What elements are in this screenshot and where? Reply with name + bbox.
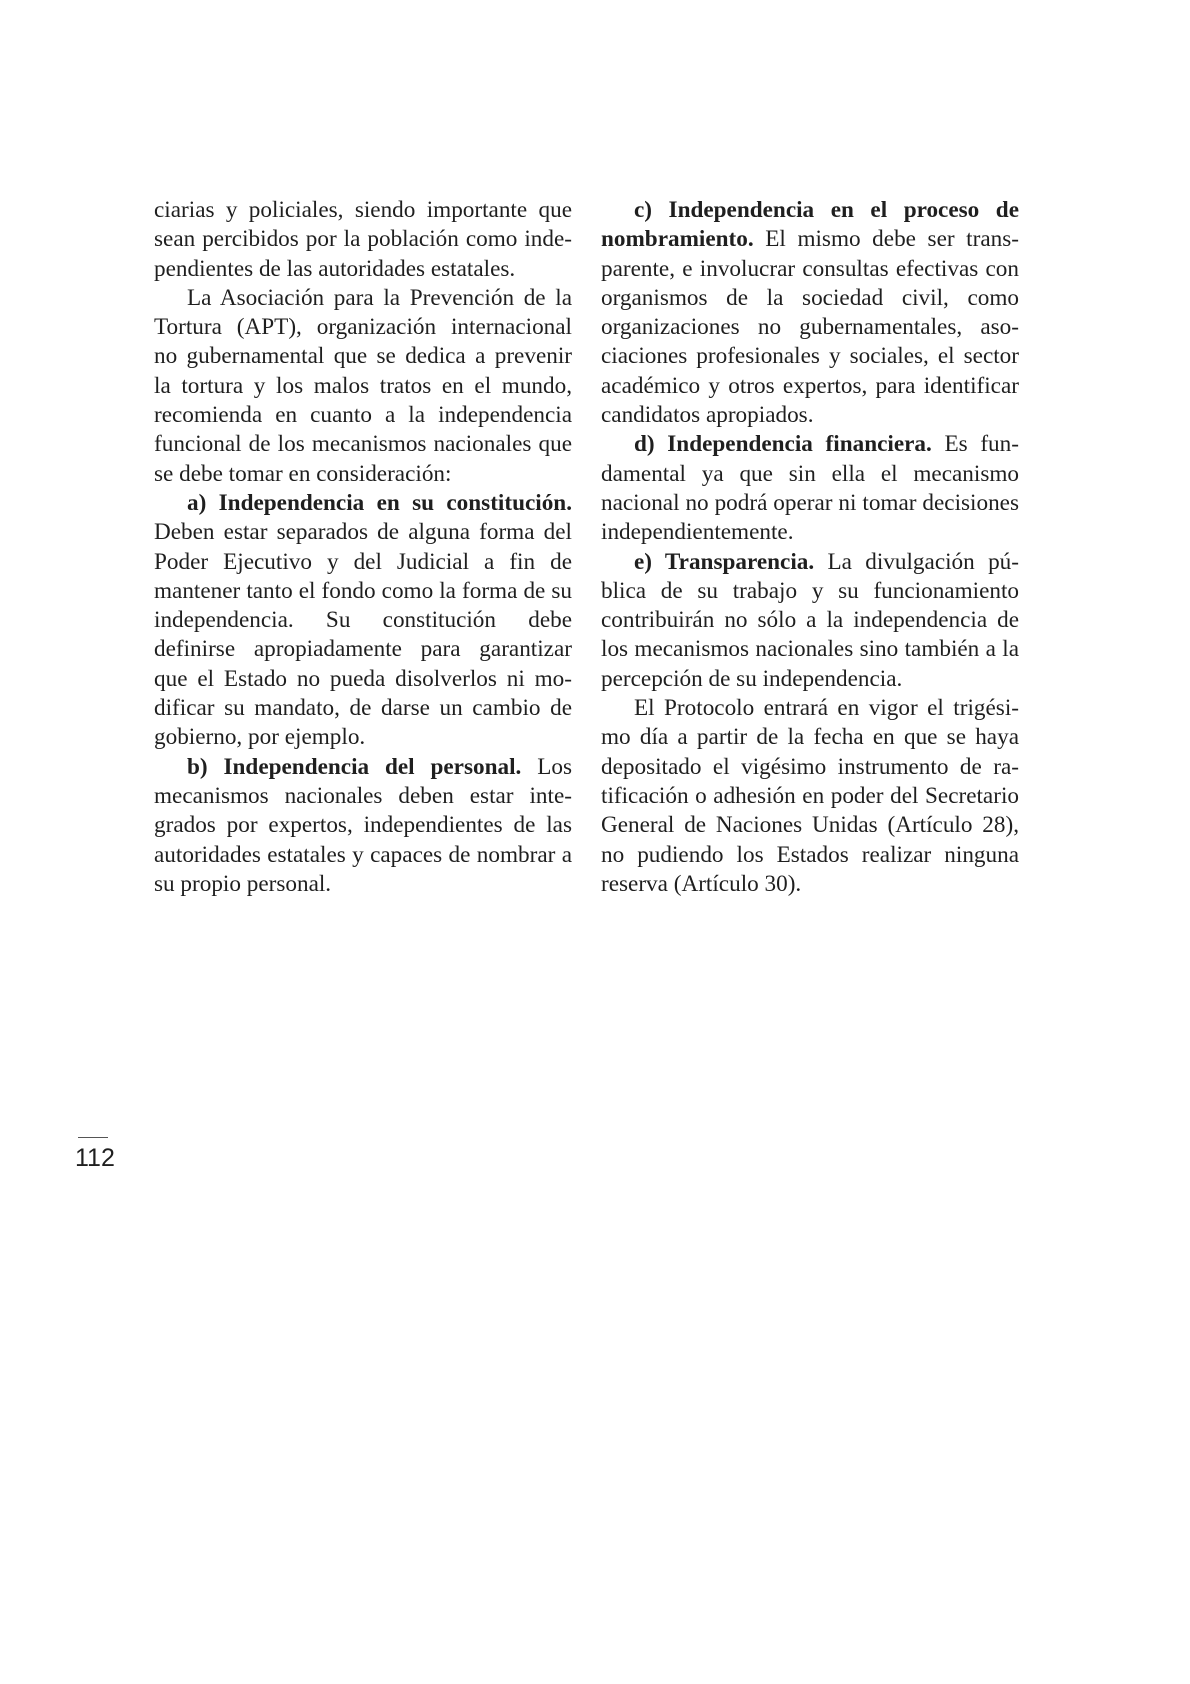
- body-transparency: La divulgación pública de su trabajo y su funcionamiento contribuirán no sólo a la independencia de los mecanismos nacionales sino también a la percepción de su independencia.: [601, 548, 1019, 692]
- right-text-column: [601, 196, 1019, 899]
- heading-independence-staff: b) Independencia del personal.: [187, 753, 522, 780]
- paragraph-transparency: [601, 548, 1019, 694]
- paragraph-independence-financial: [601, 430, 1019, 547]
- page-number: 112: [75, 1144, 115, 1172]
- body-independence-staff: Los mecanismos nacionales deben estar integrados por expertos, independientes de las autoridades estatales y capaces de nombrar a su propio personal.: [154, 753, 572, 897]
- paragraph-apt-recommendation: La Asociación para la Prevención de la Tortura (APT), organización internacional no gubernamental que se dedica a prevenir la tortura y los malos tratos en el mundo, recomienda en cuanto a la independencia funcional de los mecanismos nacionales que se debe tomar en consideración:: [154, 284, 572, 487]
- paragraph-continuation: ciarias y policiales, siendo importante que sean percibidos por la población como independientes de las autoridades estatales.: [154, 197, 572, 282]
- heading-independence-appointment: c) Independencia en el proceso de nombramiento.: [601, 197, 1019, 253]
- heading-independence-financial: d) Independencia financiera.: [634, 431, 932, 458]
- heading-transparency: e) Transparencia.: [634, 548, 815, 575]
- heading-independence-constitution: a) Independencia en su constitución.: [187, 489, 572, 516]
- left-text-column: [154, 196, 572, 899]
- body-independence-constitution: Deben estar separados de alguna forma del Poder Ejecutivo y del Judicial a fin de mantener tanto el fondo como la forma de su independencia. Su constitución debe definirse apropiadamente para garantizar que el Estado no pueda disolverlos ni modificar su mandato, de darse un cambio de gobierno, por ejemplo.: [154, 519, 572, 751]
- body-independence-financial: Es fundamental ya que sin ella el mecanismo nacional no podrá operar ni tomar decisiones independientemente.: [601, 431, 1019, 546]
- paragraph-independence-appointment: [601, 196, 1019, 430]
- paragraph-protocol-entry-into-force: El Protocolo entrará en vigor el trigésimo día a partir de la fecha en que se haya depositado el vigésimo instrumento de ratificación o adhesión en poder del Secretario General de Naciones Unidas (Artículo 28), no pudiendo los Estados realizar ninguna reserva (Artículo 30).: [601, 695, 1019, 897]
- paragraph-independence-staff: [154, 753, 572, 899]
- body-independence-appointment: El mismo debe ser transparente, e involucrar consultas efectivas con organismos de la sociedad civil, como organizaciones no gubernamentales, asociaciones profesionales y sociales, el sector académico y otros expertos, para identificar candidatos apropiados.: [601, 226, 1019, 429]
- page-number-rule: [78, 1137, 108, 1138]
- paragraph-independence-constitution: [154, 489, 572, 753]
